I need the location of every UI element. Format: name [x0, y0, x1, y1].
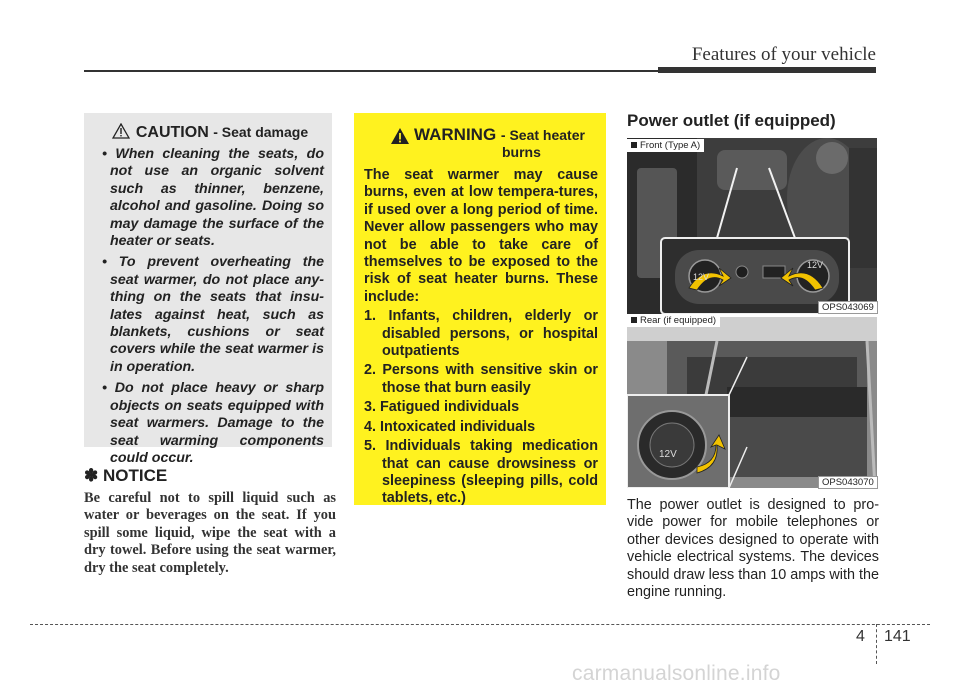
caution-title — [96, 123, 324, 142]
warning-box — [354, 113, 606, 505]
caution-item: • Do not place heavy or sharp objects on seats equipped with seat warmers. Damage to the seat warming components could occur. — [102, 380, 324, 466]
square-bullet-icon — [631, 142, 637, 148]
warning-item: 3. Fatigued individuals — [364, 399, 520, 416]
section-title: Power outlet (if equipped) — [627, 111, 836, 130]
front-image-label: Front (Type A) — [627, 139, 704, 152]
warning-triangle-icon — [390, 127, 410, 145]
caution-item: • When cleaning the seats, do not use an organic solvent such as thinner, benzene, alcohol and gasoline. Doing so may damage the surface of the heater or seats. — [102, 146, 324, 250]
warning-text: The seat warmer may cause burns, even at low tempera-tures, if used over a long period of time. Never allow passengers who may not be able to take care of themselves to be exposed to the risk of seat heater burns. These include: — [364, 167, 598, 305]
warning-head — [364, 125, 598, 167]
watermark: carmanualsonline.info — [572, 662, 781, 685]
front-image-code: OPS043069 — [818, 301, 878, 314]
front-outlet-photo — [627, 138, 877, 314]
warning-item: 4. Intoxicated individuals — [364, 418, 536, 435]
square-bullet-icon — [631, 317, 637, 323]
notice-title-text: NOTICE — [102, 466, 168, 485]
warning-subtitle-line2: burns — [502, 144, 541, 160]
caution-box — [84, 113, 332, 466]
rear-outlet-label: 12V — [659, 449, 677, 460]
notice-text: Be careful not to spill liquid such as water or beverages on the seat. If you spill some liquid, wipe the seat with a dry towel. Before using the seat warmer, dry the seat completely. — [84, 490, 336, 576]
warning-item: 5. Individuals taking medication that can cause drowsiness or sleepiness (sleeping pills, cold tablets, etc.) — [364, 438, 598, 507]
header-rule-accent — [658, 67, 876, 73]
rear-outlet-photo — [627, 317, 877, 488]
notice-icon: ✽ — [84, 466, 99, 485]
front-outlet-right-label: 12V — [807, 260, 824, 270]
caution-item: • To prevent overheating the seat warmer, do not place any-thing on the seats that insu-lates against heat, such as blankets, cushions or seat covers while the seat warmer is in operation. — [102, 254, 324, 375]
warning-item: 2. Persons with sensitive skin or those that burn easily — [364, 362, 598, 396]
footer-rule — [30, 624, 930, 625]
caution-triangle-icon — [112, 123, 130, 139]
front-outlet-left-label: 12V — [693, 272, 710, 282]
caution-title-text: CAUTION — [135, 124, 209, 141]
power-outlet-body: The power outlet is designed to pro-vide power for mobile telephones or other devices designed to operate with vehicle electrical systems. The devices should draw less than 10 amps with the engine running. — [627, 497, 879, 601]
warning-subtitle: - Seat heater — [500, 127, 585, 143]
warning-title: WARNING — [414, 125, 497, 144]
notice-title — [84, 466, 167, 486]
page-number: 141 — [884, 628, 911, 645]
caution-subtitle: - Seat damage — [213, 124, 309, 140]
rear-image-label: Rear (if equipped) — [627, 314, 720, 327]
warning-item: 1. Infants, children, elderly or disabled persons, or hospital outpatients — [364, 308, 598, 360]
rear-image-code: OPS043070 — [818, 476, 878, 489]
page-chapter: 4 — [856, 628, 865, 645]
header-section-title: Features of your vehicle — [691, 44, 876, 65]
footer-divider — [876, 624, 877, 664]
